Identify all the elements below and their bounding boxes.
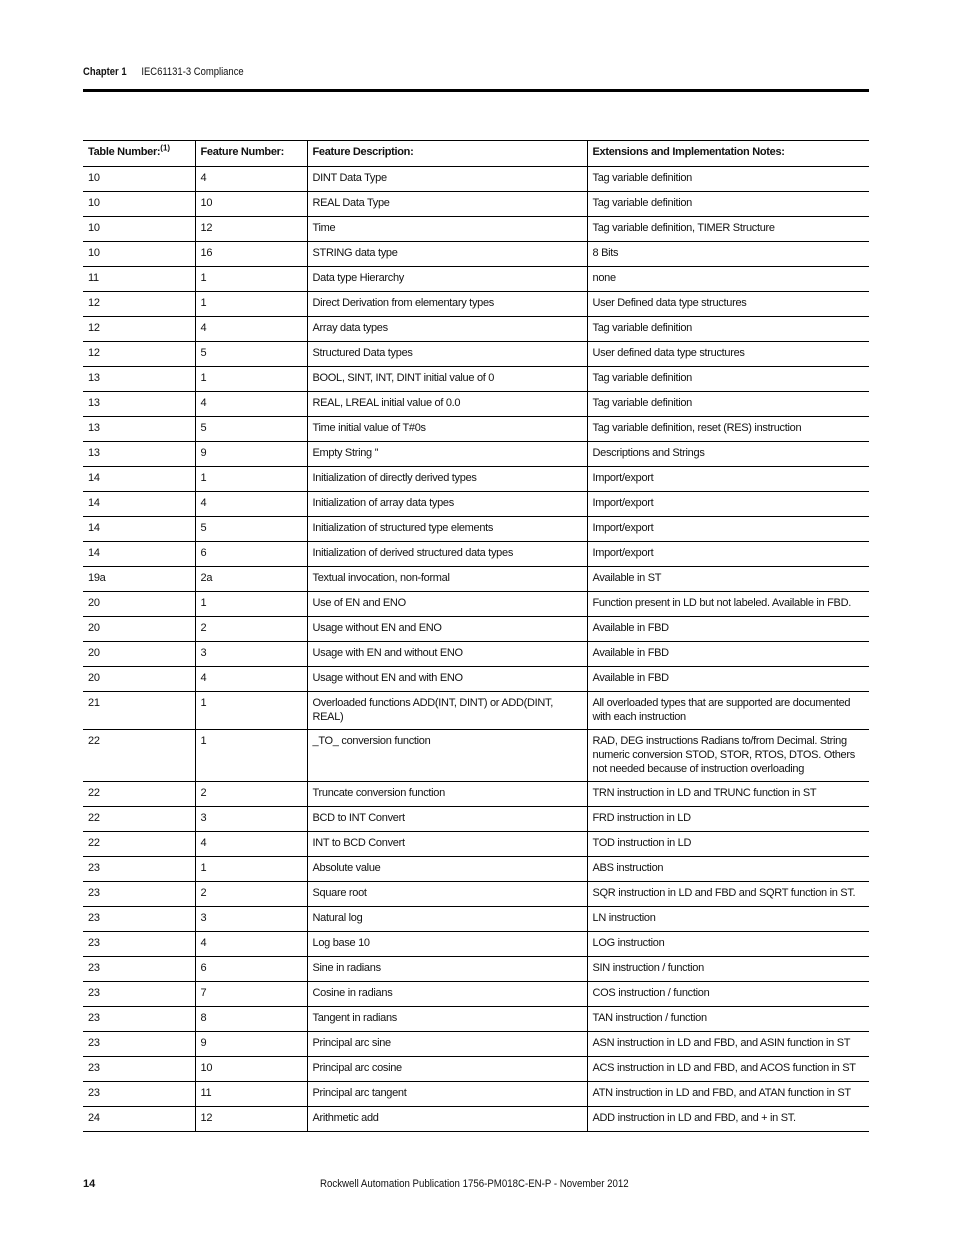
- cell-implementation-notes: Tag variable definition: [587, 167, 869, 192]
- cell-feature-description: Natural log: [307, 907, 587, 932]
- table-header-row: [83, 141, 869, 167]
- cell-feature-number: 10: [195, 192, 307, 217]
- cell-feature-description: Usage with EN and without ENO: [307, 642, 587, 667]
- cell-feature-description: Time initial value of T#0s: [307, 417, 587, 442]
- cell-feature-number: 9: [195, 1032, 307, 1057]
- cell-feature-description: DINT Data Type: [307, 167, 587, 192]
- cell-table-number: 22: [83, 807, 195, 832]
- cell-table-number: 23: [83, 957, 195, 982]
- cell-table-number: 23: [83, 857, 195, 882]
- cell-table-number: 12: [83, 292, 195, 317]
- cell-feature-description: Array data types: [307, 317, 587, 342]
- cell-implementation-notes: Available in FBD: [587, 617, 869, 642]
- cell-table-number: 22: [83, 730, 195, 782]
- cell-feature-number: 1: [195, 592, 307, 617]
- cell-feature-number: 16: [195, 242, 307, 267]
- cell-feature-number: 4: [195, 667, 307, 692]
- cell-table-number: 10: [83, 217, 195, 242]
- table-row: [83, 542, 869, 567]
- cell-table-number: 10: [83, 242, 195, 267]
- cell-feature-description: Truncate conversion function: [307, 782, 587, 807]
- cell-feature-description: Initialization of structured type elements: [307, 517, 587, 542]
- cell-table-number: 22: [83, 782, 195, 807]
- cell-table-number: 19a: [83, 567, 195, 592]
- table-row: [83, 292, 869, 317]
- cell-implementation-notes: Available in FBD: [587, 642, 869, 667]
- table-row: [83, 807, 869, 832]
- cell-feature-number: 4: [195, 832, 307, 857]
- publication-info: Rockwell Automation Publication 1756-PM018C-EN-P - November 2012: [320, 1178, 629, 1190]
- cell-table-number: 13: [83, 442, 195, 467]
- cell-feature-number: 3: [195, 642, 307, 667]
- table-row: [83, 1082, 869, 1107]
- cell-feature-number: 12: [195, 217, 307, 242]
- table-row: [83, 242, 869, 267]
- cell-implementation-notes: TAN instruction / function: [587, 1007, 869, 1032]
- cell-table-number: 22: [83, 832, 195, 857]
- table-row: [83, 642, 869, 667]
- cell-feature-number: 3: [195, 907, 307, 932]
- table-row: [83, 617, 869, 642]
- cell-implementation-notes: none: [587, 267, 869, 292]
- cell-feature-description: Use of EN and ENO: [307, 592, 587, 617]
- cell-feature-number: 1: [195, 692, 307, 730]
- table-row: [83, 342, 869, 367]
- page-number: 14: [83, 1178, 96, 1190]
- col-header-feature-number: Feature Number:: [195, 141, 307, 167]
- cell-feature-description: Usage without EN and ENO: [307, 617, 587, 642]
- cell-table-number: 21: [83, 692, 195, 730]
- table-row: [83, 857, 869, 882]
- cell-feature-description: Time: [307, 217, 587, 242]
- cell-implementation-notes: Tag variable definition, reset (RES) instruction: [587, 417, 869, 442]
- cell-table-number: 23: [83, 982, 195, 1007]
- cell-table-number: 13: [83, 367, 195, 392]
- feature-table: [83, 140, 869, 1132]
- table-row: [83, 467, 869, 492]
- cell-implementation-notes: Import/export: [587, 542, 869, 567]
- cell-feature-description: REAL Data Type: [307, 192, 587, 217]
- cell-feature-number: 4: [195, 392, 307, 417]
- cell-implementation-notes: SQR instruction in LD and FBD and SQRT function in ST.: [587, 882, 869, 907]
- cell-feature-description: BOOL, SINT, INT, DINT initial value of 0: [307, 367, 587, 392]
- cell-feature-description: BCD to INT Convert: [307, 807, 587, 832]
- table-row: [83, 832, 869, 857]
- cell-feature-number: 2: [195, 882, 307, 907]
- cell-implementation-notes: ATN instruction in LD and FBD, and ATAN function in ST: [587, 1082, 869, 1107]
- cell-feature-number: 11: [195, 1082, 307, 1107]
- cell-feature-number: 10: [195, 1057, 307, 1082]
- col-header-extensions-notes: Extensions and Implementation Notes:: [587, 141, 869, 167]
- cell-table-number: 23: [83, 1057, 195, 1082]
- cell-feature-description: Direct Derivation from elementary types: [307, 292, 587, 317]
- cell-table-number: 23: [83, 1032, 195, 1057]
- cell-implementation-notes: Descriptions and Strings: [587, 442, 869, 467]
- cell-feature-number: 5: [195, 517, 307, 542]
- cell-implementation-notes: TRN instruction in LD and TRUNC function in ST: [587, 782, 869, 807]
- col-header-table-number: Table Number:$^{(1)}$: [83, 141, 195, 167]
- table-row: [83, 982, 869, 1007]
- cell-feature-description: Textual invocation, non-formal: [307, 567, 587, 592]
- cell-feature-number: 2: [195, 617, 307, 642]
- cell-feature-description: INT to BCD Convert: [307, 832, 587, 857]
- cell-table-number: 12: [83, 342, 195, 367]
- cell-implementation-notes: RAD, DEG instructions Radians to/from Decimal. String numeric conversion STOD, STOR, RTOS, DTOS. Others not needed because of instruction overloading: [587, 730, 869, 782]
- cell-feature-number: 9: [195, 442, 307, 467]
- cell-feature-number: 4: [195, 932, 307, 957]
- cell-table-number: 20: [83, 642, 195, 667]
- table-row: [83, 492, 869, 517]
- table-row: [83, 317, 869, 342]
- table-row: [83, 392, 869, 417]
- cell-feature-description: Principal arc sine: [307, 1032, 587, 1057]
- table-row: [83, 932, 869, 957]
- cell-implementation-notes: Import/export: [587, 467, 869, 492]
- cell-implementation-notes: LOG instruction: [587, 932, 869, 957]
- cell-implementation-notes: Function present in LD but not labeled. Available in FBD.: [587, 592, 869, 617]
- cell-implementation-notes: ADD instruction in LD and FBD, and + in ST.: [587, 1107, 869, 1132]
- cell-table-number: 10: [83, 167, 195, 192]
- cell-feature-description: Arithmetic add: [307, 1107, 587, 1132]
- cell-feature-number: 4: [195, 317, 307, 342]
- table-row: [83, 267, 869, 292]
- cell-table-number: 24: [83, 1107, 195, 1132]
- table-row: [83, 1032, 869, 1057]
- table-row: [83, 730, 869, 782]
- cell-implementation-notes: ABS instruction: [587, 857, 869, 882]
- table-body: [83, 167, 869, 1132]
- cell-feature-number: 2a: [195, 567, 307, 592]
- table-row: [83, 367, 869, 392]
- cell-implementation-notes: Tag variable definition: [587, 192, 869, 217]
- table-row: [83, 442, 869, 467]
- cell-feature-number: 1: [195, 857, 307, 882]
- cell-implementation-notes: COS instruction / function: [587, 982, 869, 1007]
- cell-implementation-notes: Tag variable definition: [587, 392, 869, 417]
- cell-implementation-notes: ASN instruction in LD and FBD, and ASIN function in ST: [587, 1032, 869, 1057]
- cell-feature-number: 8: [195, 1007, 307, 1032]
- table-row: [83, 192, 869, 217]
- cell-feature-number: 4: [195, 167, 307, 192]
- cell-implementation-notes: All overloaded types that are supported are documented with each instruction: [587, 692, 869, 730]
- cell-table-number: 14: [83, 492, 195, 517]
- cell-feature-description: Square root: [307, 882, 587, 907]
- cell-table-number: 20: [83, 667, 195, 692]
- cell-table-number: 12: [83, 317, 195, 342]
- table-row: [83, 1007, 869, 1032]
- cell-table-number: 14: [83, 517, 195, 542]
- cell-implementation-notes: Tag variable definition, TIMER Structure: [587, 217, 869, 242]
- table-row: [83, 957, 869, 982]
- cell-feature-description: Cosine in radians: [307, 982, 587, 1007]
- cell-feature-description: Tangent in radians: [307, 1007, 587, 1032]
- cell-feature-number: 6: [195, 957, 307, 982]
- cell-feature-description: REAL, LREAL initial value of 0.0: [307, 392, 587, 417]
- cell-feature-number: 1: [195, 467, 307, 492]
- table-row: [83, 882, 869, 907]
- cell-implementation-notes: Tag variable definition: [587, 317, 869, 342]
- cell-implementation-notes: LN instruction: [587, 907, 869, 932]
- cell-implementation-notes: Available in ST: [587, 567, 869, 592]
- cell-implementation-notes: User Defined data type structures: [587, 292, 869, 317]
- cell-feature-description: Initialization of array data types: [307, 492, 587, 517]
- cell-feature-description: Absolute value: [307, 857, 587, 882]
- cell-table-number: 14: [83, 467, 195, 492]
- table-row: [83, 692, 869, 730]
- cell-implementation-notes: FRD instruction in LD: [587, 807, 869, 832]
- cell-feature-number: 2: [195, 782, 307, 807]
- cell-feature-description: Empty String '': [307, 442, 587, 467]
- table-row: [83, 592, 869, 617]
- cell-table-number: 10: [83, 192, 195, 217]
- cell-feature-number: 5: [195, 417, 307, 442]
- cell-implementation-notes: TOD instruction in LD: [587, 832, 869, 857]
- cell-feature-number: 6: [195, 542, 307, 567]
- cell-table-number: 23: [83, 1007, 195, 1032]
- page-header: [83, 66, 759, 78]
- cell-feature-number: 4: [195, 492, 307, 517]
- footnote-marker: (1): [160, 143, 171, 153]
- table-row: [83, 167, 869, 192]
- table-row: [83, 217, 869, 242]
- cell-feature-number: 1: [195, 730, 307, 782]
- cell-feature-number: 3: [195, 807, 307, 832]
- cell-feature-description: Log base 10: [307, 932, 587, 957]
- header-rule: [83, 89, 869, 92]
- cell-implementation-notes: ACS instruction in LD and FBD, and ACOS function in ST: [587, 1057, 869, 1082]
- cell-feature-description: Initialization of directly derived types: [307, 467, 587, 492]
- cell-implementation-notes: User defined data type structures: [587, 342, 869, 367]
- table-row: [83, 1107, 869, 1132]
- cell-implementation-notes: 8 Bits: [587, 242, 869, 267]
- table-row: [83, 667, 869, 692]
- cell-feature-number: 1: [195, 367, 307, 392]
- cell-table-number: 11: [83, 267, 195, 292]
- cell-implementation-notes: SIN instruction / function: [587, 957, 869, 982]
- cell-feature-description: STRING data type: [307, 242, 587, 267]
- chapter-label: Chapter 1: [83, 66, 127, 78]
- table-row: [83, 417, 869, 442]
- cell-feature-number: 12: [195, 1107, 307, 1132]
- cell-feature-description: Sine in radians: [307, 957, 587, 982]
- cell-table-number: 23: [83, 1082, 195, 1107]
- cell-implementation-notes: Tag variable definition: [587, 367, 869, 392]
- cell-table-number: 20: [83, 592, 195, 617]
- cell-table-number: 23: [83, 882, 195, 907]
- cell-feature-number: 5: [195, 342, 307, 367]
- table-row: [83, 567, 869, 592]
- cell-table-number: 20: [83, 617, 195, 642]
- cell-feature-description: Data type Hierarchy: [307, 267, 587, 292]
- col-header-feature-description: Feature Description:: [307, 141, 587, 167]
- table-row: [83, 1057, 869, 1082]
- section-title: IEC61131-3 Compliance: [141, 66, 244, 78]
- cell-table-number: 23: [83, 932, 195, 957]
- cell-feature-number: 1: [195, 267, 307, 292]
- cell-table-number: 13: [83, 392, 195, 417]
- cell-feature-description: Usage without EN and with ENO: [307, 667, 587, 692]
- cell-table-number: 23: [83, 907, 195, 932]
- table-row: [83, 907, 869, 932]
- table-row: [83, 782, 869, 807]
- cell-feature-description: Initialization of derived structured data types: [307, 542, 587, 567]
- cell-feature-number: 1: [195, 292, 307, 317]
- table-row: [83, 517, 869, 542]
- cell-feature-description: Principal arc tangent: [307, 1082, 587, 1107]
- cell-feature-description: Structured Data types: [307, 342, 587, 367]
- cell-implementation-notes: Import/export: [587, 492, 869, 517]
- cell-implementation-notes: Available in FBD: [587, 667, 869, 692]
- cell-feature-description: Overloaded functions ADD(INT, DINT) or ADD(DINT, REAL): [307, 692, 587, 730]
- cell-feature-description: _TO_ conversion function: [307, 730, 587, 782]
- cell-table-number: 13: [83, 417, 195, 442]
- cell-table-number: 14: [83, 542, 195, 567]
- cell-feature-number: 7: [195, 982, 307, 1007]
- cell-feature-description: Principal arc cosine: [307, 1057, 587, 1082]
- cell-implementation-notes: Import/export: [587, 517, 869, 542]
